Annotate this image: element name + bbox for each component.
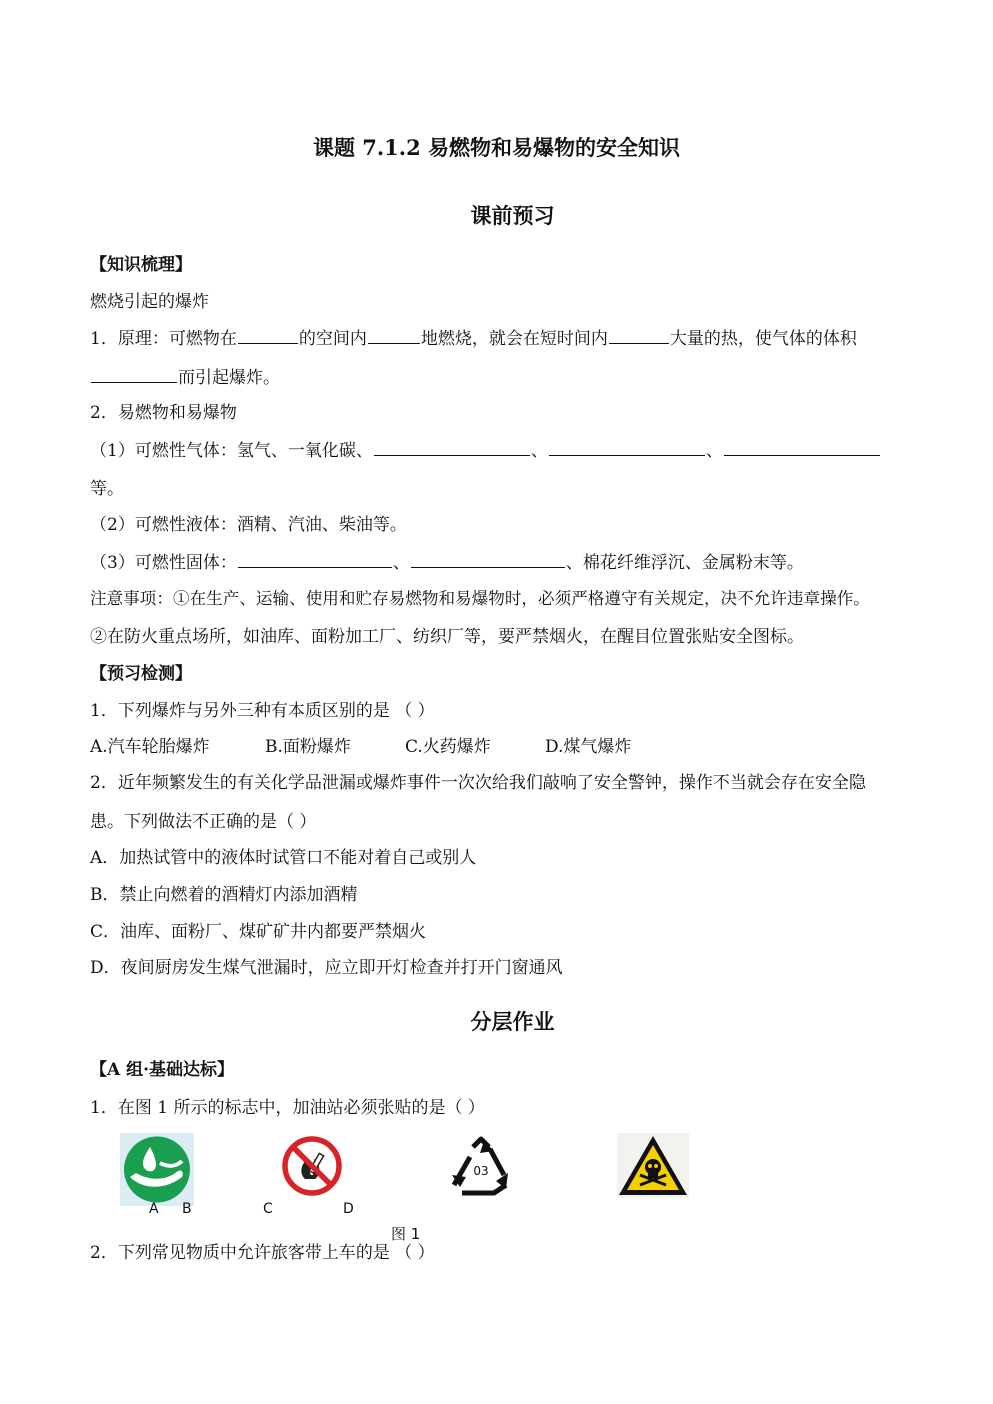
option-d[interactable]: D.煤气爆炸 — [545, 737, 632, 757]
topic-line: 燃烧引起的爆炸 — [90, 292, 209, 312]
figure-label-b: B — [182, 1201, 192, 1217]
knowledge-heading: 【知识梳理】 — [90, 255, 192, 275]
question-1-options — [90, 735, 631, 759]
toxic-hazard-sign-icon — [617, 1133, 689, 1198]
answer-blank[interactable] — [238, 550, 392, 568]
answer-blank[interactable] — [411, 550, 565, 568]
check-heading: 【预习检测】 — [90, 664, 192, 684]
note-line-2: ②在防火重点场所，如油库、面粉加工厂、纺织厂等，要严禁烟火，在醒目位置张贴安全图标。 — [90, 627, 804, 647]
answer-blank[interactable] — [238, 326, 298, 344]
group-a-heading: 【A 组·基础达标】 — [90, 1060, 235, 1080]
question-2-option-d[interactable]: D．夜间厨房发生煤气泄漏时，应立即开灯检查并打开门窗通风 — [90, 958, 563, 978]
principle-line: 1．原理：可燃物在 的空间内 地燃烧，就会在短时间内 大量的热，使气体的体积 — [90, 326, 857, 351]
page-title: 课题 7.1.2 易燃物和易爆物的安全知识 — [312, 135, 681, 160]
answer-blank[interactable] — [368, 326, 420, 344]
preview-heading: 课前预习 — [470, 203, 555, 228]
answer-blank[interactable] — [609, 326, 669, 344]
question-2-option-c[interactable]: C．油库、面粉厂、煤矿矿井内都要严禁烟火 — [90, 922, 427, 942]
answer-blank[interactable] — [724, 438, 880, 456]
principle-line-2: 而引起爆炸。 — [90, 365, 280, 390]
item-2-heading: 2．易燃物和易爆物 — [90, 403, 237, 423]
option-c[interactable]: C.火药爆炸 — [405, 737, 491, 757]
solid-line: （3）可燃性固体： 、 、棉花纤维浮沉、金属粉末等。 — [90, 550, 804, 575]
question-1: 1．下列爆炸与另外三种有本质区别的是 （ ） — [90, 701, 435, 721]
question-2-line-2: 患。下列做法不正确的是（ ） — [90, 812, 317, 832]
figure-label-d: D — [343, 1201, 354, 1217]
gas-line-end: 等。 — [90, 479, 124, 499]
homework-heading: 分层作业 — [470, 1009, 555, 1034]
figure-label-a: A — [149, 1201, 159, 1217]
answer-blank[interactable] — [374, 438, 530, 456]
group-a-question-2: 2．下列常见物质中允许旅客带上车的是 （ ） — [90, 1243, 435, 1263]
question-2-option-a[interactable]: A．加热试管中的液体时试管口不能对着自己或别人 — [90, 848, 477, 868]
answer-blank[interactable] — [91, 365, 177, 383]
option-b[interactable]: B.面粉爆炸 — [265, 737, 351, 757]
no-smoking-sign-icon — [281, 1135, 343, 1197]
note-line-1: 注意事项：①在生产、运输、使用和贮存易燃物和易爆物时，必须严格遵守有关规定，决不允许违章操作。 — [90, 589, 870, 608]
group-a-question-1: 1．在图 1 所示的标志中，加油站必须张贴的是（ ） — [90, 1098, 485, 1118]
liquid-line: （2）可燃性液体：酒精、汽油、柴油等。 — [90, 515, 407, 535]
figure-caption: 图 1 — [391, 1225, 421, 1243]
water-saving-sign-icon — [120, 1133, 194, 1206]
recycle-03-sign-icon — [446, 1135, 516, 1199]
question-2-line-1: 2．近年频繁发生的有关化学品泄漏或爆炸事件一次次给我们敲响了安全警钟，操作不当就会存在安全隐 — [90, 773, 866, 793]
option-a[interactable]: A.汽车轮胎爆炸 — [90, 737, 210, 757]
answer-blank[interactable] — [549, 438, 705, 456]
question-2-option-b[interactable]: B．禁止向燃着的酒精灯内添加酒精 — [90, 885, 358, 905]
figure-label-c: C — [263, 1201, 273, 1217]
recycle-number: 03 — [473, 1164, 489, 1178]
gas-line: （1）可燃性气体：氢气、一氧化碳、 、 、 — [90, 438, 881, 463]
